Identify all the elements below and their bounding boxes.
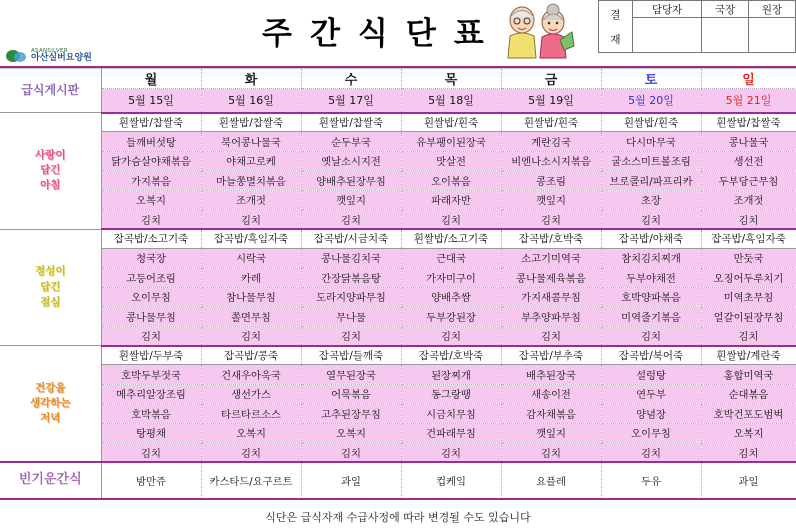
menu-item-cell: 옛날소시지전 <box>301 151 401 171</box>
logo-english: ASANSILVER <box>31 47 68 54</box>
menu-item-cell: 다시마무국 <box>601 132 701 152</box>
menu-item-cell: 연두부 <box>601 384 701 404</box>
menu-item-cell: 양념장 <box>601 404 701 424</box>
menu-item-cell: 깻잎지 <box>501 190 601 210</box>
breakfast-label-line: 담긴 <box>40 164 61 177</box>
approval-sign-slot[interactable] <box>633 18 702 53</box>
menu-item-cell: 감자채볶음 <box>501 404 601 424</box>
menu-item-cell: 오이무침 <box>101 287 201 307</box>
rice-porridge-cell: 잡곡밥/시금치죽 <box>301 229 401 248</box>
menu-item-cell: 동그랑땡 <box>401 384 501 404</box>
snack-cell: 과일 <box>301 462 401 499</box>
menu-item-cell: 간장닭볶음탕 <box>301 268 401 288</box>
menu-item-cell: 조개젓 <box>701 190 796 210</box>
rice-porridge-cell: 잡곡밥/콩죽 <box>201 346 301 365</box>
menu-item-cell: 비엔나소시지볶음 <box>501 151 601 171</box>
menu-item-cell: 김치 <box>201 210 301 230</box>
day-date: 5월 19일 <box>501 89 601 113</box>
dinner-label-line: 건강을 <box>35 381 66 394</box>
logo <box>6 47 92 65</box>
menu-item-cell: 오이무침 <box>601 423 701 443</box>
day-date: 5월 15일 <box>101 89 201 113</box>
snack-label: 빈기운간식 <box>0 462 101 499</box>
rice-porridge-cell: 잡곡밥/들깨죽 <box>301 346 401 365</box>
menu-item-cell: 굴소스미트볼조림 <box>601 151 701 171</box>
day-of-week: 토 <box>601 69 701 89</box>
menu-item-cell: 가지볶음 <box>101 171 201 191</box>
day-of-week: 월 <box>101 69 201 89</box>
menu-item-cell: 콩조림 <box>501 171 601 191</box>
menu-item-cell: 오복지 <box>201 423 301 443</box>
approval-role-manager: 담당자 <box>633 1 702 18</box>
breakfast-label <box>0 113 101 230</box>
snack-cell: 요플레 <box>501 462 601 499</box>
grandparents-illustration-icon <box>498 2 578 60</box>
menu-item-cell: 참나물무침 <box>201 287 301 307</box>
rice-porridge-cell: 흰쌀밥/흰죽 <box>401 113 501 132</box>
menu-item-cell: 고등어조림 <box>101 268 201 288</box>
approval-box <box>598 0 796 53</box>
menu-item-cell: 가자미구이 <box>401 268 501 288</box>
rice-porridge-cell: 흰쌀밥/찹쌀죽 <box>301 113 401 132</box>
menu-item-cell: 깻잎지 <box>501 423 601 443</box>
snack-cell: 두유 <box>601 462 701 499</box>
lunch-label-line: 점심 <box>40 295 61 308</box>
menu-item-cell: 어묵볶음 <box>301 384 401 404</box>
menu-item-cell: 부추양파무침 <box>501 307 601 327</box>
day-date: 5월 20일 <box>601 89 701 113</box>
menu-item-cell: 도라지양파무침 <box>301 287 401 307</box>
snack-cell: 과일 <box>701 462 796 499</box>
menu-item-cell: 타르타르소스 <box>201 404 301 424</box>
rice-porridge-cell: 잡곡밥/흑임자죽 <box>701 229 796 248</box>
weekly-menu-table <box>0 68 796 500</box>
menu-item-cell: 김치 <box>401 443 501 463</box>
menu-item-cell: 설렁탕 <box>601 365 701 385</box>
menu-item-cell: 두부야채전 <box>601 268 701 288</box>
menu-item-cell: 김치 <box>601 443 701 463</box>
rice-porridge-cell: 흰쌀밥/찹쌀죽 <box>101 113 201 132</box>
menu-item-cell: 근대국 <box>401 248 501 268</box>
menu-item-cell: 호박양파볶음 <box>601 287 701 307</box>
menu-item-cell: 깻잎지 <box>301 190 401 210</box>
menu-item-cell: 김치 <box>601 326 701 346</box>
dinner-label-line: 저녁 <box>40 412 61 425</box>
approval-role-head: 원장 <box>749 1 796 18</box>
menu-item-cell: 배추된장국 <box>501 365 601 385</box>
menu-item-cell: 오복지 <box>301 423 401 443</box>
day-date: 5월 18일 <box>401 89 501 113</box>
menu-item-cell: 초장 <box>601 190 701 210</box>
menu-item-cell: 시금치무침 <box>401 404 501 424</box>
menu-item-cell: 브로콜리/파프리카 <box>601 171 701 191</box>
page-title: 주간식단표 <box>262 16 502 52</box>
menu-item-cell: 건새우아욱국 <box>201 365 301 385</box>
menu-item-cell: 계란김국 <box>501 132 601 152</box>
menu-item-cell: 호박건포도범벅 <box>701 404 796 424</box>
menu-item-cell: 두부강된장 <box>401 307 501 327</box>
menu-item-cell: 소고기미역국 <box>501 248 601 268</box>
menu-item-cell: 김치 <box>101 443 201 463</box>
menu-item-cell: 김치 <box>501 326 601 346</box>
rice-porridge-cell: 흰쌀밥/두부죽 <box>101 346 201 365</box>
rice-porridge-cell: 잡곡밥/호박죽 <box>401 346 501 365</box>
menu-item-cell: 김치 <box>501 443 601 463</box>
lunch-label-line: 정성이 <box>35 265 66 278</box>
menu-item-cell: 콩나물제육볶음 <box>501 268 601 288</box>
menu-item-cell: 미역초무침 <box>701 287 796 307</box>
day-of-week: 목 <box>401 69 501 89</box>
menu-item-cell: 김치 <box>101 326 201 346</box>
menu-item-cell: 된장찌개 <box>401 365 501 385</box>
rice-porridge-cell: 잡곡밥/흑임자죽 <box>201 229 301 248</box>
menu-item-cell: 시락국 <box>201 248 301 268</box>
menu-item-cell: 닭가슴살야채볶음 <box>101 151 201 171</box>
menu-item-cell: 홍합미역국 <box>701 365 796 385</box>
snack-cell: 카스타드/요구르트 <box>201 462 301 499</box>
menu-item-cell: 김치 <box>301 326 401 346</box>
approval-role-director: 국장 <box>702 1 749 18</box>
footer-notice: 식단은 급식자재 수급사정에 따라 변경될 수도 있습니다 <box>265 511 531 524</box>
menu-item-cell: 카레 <box>201 268 301 288</box>
menu-item-cell: 무나물 <box>301 307 401 327</box>
rice-porridge-cell: 흰쌀밥/흰죽 <box>501 113 601 132</box>
approval-sign-slot[interactable] <box>749 18 796 53</box>
menu-item-cell: 생선전 <box>701 151 796 171</box>
menu-item-cell: 쫄면무침 <box>201 307 301 327</box>
menu-item-cell: 만둣국 <box>701 248 796 268</box>
menu-item-cell: 김치 <box>401 210 501 230</box>
day-of-week: 일 <box>701 69 796 89</box>
menu-item-cell: 김치 <box>701 443 796 463</box>
menu-item-cell: 조개젓 <box>201 190 301 210</box>
rice-porridge-cell: 흰쌀밥/찹쌀죽 <box>201 113 301 132</box>
menu-item-cell: 김치 <box>301 210 401 230</box>
rice-porridge-cell: 흰쌀밥/찹쌀죽 <box>701 113 796 132</box>
breakfast-label-line: 아침 <box>40 179 61 192</box>
menu-item-cell: 가지새콤무침 <box>501 287 601 307</box>
menu-item-cell: 콩나물김치국 <box>301 248 401 268</box>
menu-item-cell: 두부당근무침 <box>701 171 796 191</box>
menu-item-cell: 김치 <box>201 326 301 346</box>
rice-porridge-cell: 잡곡밥/호박죽 <box>501 229 601 248</box>
menu-item-cell: 김치 <box>701 326 796 346</box>
board-label: 급식게시판 <box>0 69 101 113</box>
menu-item-cell: 김치 <box>701 210 796 230</box>
menu-item-cell: 순대볶음 <box>701 384 796 404</box>
approval-sign-slot[interactable] <box>702 18 749 53</box>
snack-cell: 컵케잌 <box>401 462 501 499</box>
menu-item-cell: 들깨버섯탕 <box>101 132 201 152</box>
menu-item-cell: 호박볶음 <box>101 404 201 424</box>
rice-porridge-cell: 잡곡밥/소고기죽 <box>101 229 201 248</box>
menu-item-cell: 오징어두루치기 <box>701 268 796 288</box>
rice-porridge-cell: 잡곡밥/북어죽 <box>601 346 701 365</box>
menu-item-cell: 생선가스 <box>201 384 301 404</box>
menu-item-cell: 김치 <box>201 443 301 463</box>
menu-item-cell: 건파래무침 <box>401 423 501 443</box>
day-of-week: 금 <box>501 69 601 89</box>
menu-item-cell: 마늘쫑멸치볶음 <box>201 171 301 191</box>
day-of-week: 화 <box>201 69 301 89</box>
menu-item-cell: 김치 <box>101 210 201 230</box>
menu-item-cell: 김치 <box>501 210 601 230</box>
menu-item-cell: 미역줄기볶음 <box>601 307 701 327</box>
menu-item-cell: 얼갈이된장무침 <box>701 307 796 327</box>
menu-item-cell: 오복지 <box>701 423 796 443</box>
day-date: 5월 17일 <box>301 89 401 113</box>
rice-porridge-cell: 흰쌀밥/흰죽 <box>601 113 701 132</box>
rice-porridge-cell: 잡곡밥/부추죽 <box>501 346 601 365</box>
menu-item-cell: 양배추된장무침 <box>301 171 401 191</box>
menu-item-cell: 콩나물국 <box>701 132 796 152</box>
menu-item-cell: 열무된장국 <box>301 365 401 385</box>
menu-item-cell: 참치김치찌개 <box>601 248 701 268</box>
menu-item-cell: 호박두부젓국 <box>101 365 201 385</box>
menu-item-cell: 김치 <box>401 326 501 346</box>
dinner-label-line: 생각하는 <box>29 396 71 409</box>
menu-item-cell: 야채고로케 <box>201 151 301 171</box>
day-date: 5월 16일 <box>201 89 301 113</box>
menu-item-cell: 고추된장무침 <box>301 404 401 424</box>
rice-porridge-cell: 흰쌀밥/계란죽 <box>701 346 796 365</box>
menu-item-cell: 유부팽이된장국 <box>401 132 501 152</box>
rice-porridge-cell: 흰쌀밥/소고기죽 <box>401 229 501 248</box>
breakfast-label-line: 사랑이 <box>35 148 66 161</box>
day-of-week: 수 <box>301 69 401 89</box>
menu-item-cell: 오복지 <box>101 190 201 210</box>
menu-item-cell: 메추리알장조림 <box>101 384 201 404</box>
menu-item-cell: 파래자반 <box>401 190 501 210</box>
menu-item-cell: 북어콩나물국 <box>201 132 301 152</box>
menu-item-cell: 맛살전 <box>401 151 501 171</box>
menu-item-cell: 탕평채 <box>101 423 201 443</box>
menu-item-cell: 오이볶음 <box>401 171 501 191</box>
menu-item-cell: 순두부국 <box>301 132 401 152</box>
menu-item-cell: 김치 <box>601 210 701 230</box>
logo-mark-icon <box>6 48 28 64</box>
lunch-label-line: 담긴 <box>40 280 61 293</box>
lunch-label <box>0 229 101 346</box>
approval-label: 결 재 <box>599 1 633 53</box>
snack-cell: 밤만쥬 <box>101 462 201 499</box>
header <box>0 0 796 68</box>
menu-item-cell: 새송이전 <box>501 384 601 404</box>
menu-item-cell: 양배추쌈 <box>401 287 501 307</box>
logo-korean: 아산실버요양원 <box>31 53 92 64</box>
dinner-label <box>0 346 101 463</box>
day-date: 5월 21일 <box>701 89 796 113</box>
rice-porridge-cell: 잡곡밥/야채죽 <box>601 229 701 248</box>
menu-item-cell: 콩나물무침 <box>101 307 201 327</box>
menu-item-cell: 청국장 <box>101 248 201 268</box>
menu-item-cell: 김치 <box>301 443 401 463</box>
